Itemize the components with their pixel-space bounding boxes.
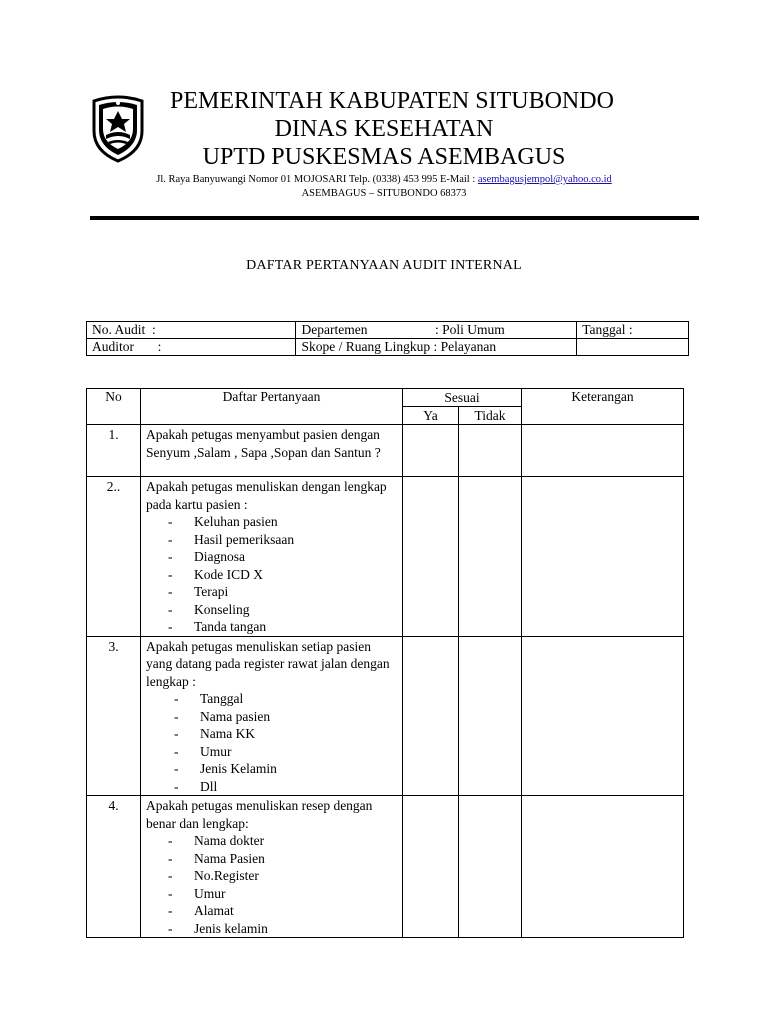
skope-cell: Skope / Ruang Lingkup : Pelayanan [296, 339, 577, 356]
keterangan-cell[interactable] [522, 425, 684, 477]
list-item [146, 778, 398, 796]
dash: - [174, 743, 179, 759]
list-item [146, 690, 398, 708]
question-cell [141, 636, 403, 796]
tanggal-cell: Tanggal : [577, 322, 689, 339]
dash: - [168, 619, 173, 634]
list-item [146, 920, 398, 938]
tidak-cell[interactable] [459, 425, 522, 477]
auditor-cell: Auditor : [87, 339, 296, 356]
no-audit-cell: No. Audit : [87, 322, 296, 339]
header-ya: Ya [403, 407, 459, 425]
table-header-row [87, 389, 684, 407]
item-text: Kode ICD X [194, 566, 263, 582]
list-item [146, 885, 398, 903]
departemen-cell: Departemen : Poli Umum [296, 322, 577, 339]
list-item [146, 566, 398, 584]
header-no: No [87, 389, 141, 425]
question-item-list [146, 513, 398, 636]
item-text: Hasil pemeriksaan [194, 531, 295, 547]
list-item [146, 708, 398, 726]
dash: - [174, 691, 179, 706]
list-item [146, 902, 398, 920]
dash: - [168, 850, 173, 866]
header-line-1: PEMERINTAH KABUPATEN SITUBONDO [170, 88, 614, 114]
list-item [146, 760, 398, 778]
item-text: Umur [200, 743, 232, 759]
item-text: Terapi [194, 584, 229, 599]
header-divider [90, 216, 699, 220]
list-item [146, 832, 398, 850]
item-text: Nama dokter [194, 833, 265, 848]
dash: - [168, 531, 173, 547]
list-item [146, 583, 398, 601]
question-item-list [146, 690, 398, 795]
item-text: Dll [200, 778, 218, 794]
keterangan-cell[interactable] [522, 477, 684, 637]
header-tidak: Tidak [459, 407, 522, 425]
address-line [0, 174, 768, 185]
item-text: Konseling [194, 601, 250, 617]
row-number: 2.. [87, 477, 141, 637]
email-link[interactable]: asembagusjempol@yahoo.co.id [477, 174, 612, 185]
item-text: Umur [194, 885, 226, 901]
dash: - [174, 708, 179, 724]
ya-cell[interactable] [403, 425, 459, 477]
audit-info-table [86, 321, 689, 356]
audit-question-table [86, 388, 684, 938]
question-item-list [146, 832, 398, 937]
table-row [87, 477, 684, 637]
tidak-cell[interactable] [459, 477, 522, 637]
table-row [87, 425, 684, 477]
item-text: Keluhan pasien [194, 514, 278, 529]
item-text: No.Register [194, 868, 259, 883]
question-cell [141, 796, 403, 938]
dash: - [174, 726, 179, 741]
header-sesuai: Sesuai [403, 389, 522, 407]
item-text: Diagnosa [194, 549, 245, 564]
item-text: Tanggal [200, 691, 244, 706]
list-item [146, 867, 398, 885]
header-line-3: UPTD PUSKESMAS ASEMBAGUS [202, 144, 566, 170]
question-text: Apakah petugas menyambut pasien dengan Senyum ,Salam , Sapa ,Sopan dan Santun ? [146, 427, 381, 460]
info-row [87, 322, 689, 339]
dash: - [168, 584, 173, 599]
dash: - [168, 920, 173, 936]
tidak-cell[interactable] [459, 796, 522, 938]
dash: - [168, 903, 173, 918]
list-item [146, 743, 398, 761]
list-item [146, 513, 398, 531]
list-item [146, 601, 398, 619]
dash: - [168, 868, 173, 883]
row-number: 1. [87, 425, 141, 477]
item-text: Alamat [194, 903, 234, 918]
info-row [87, 339, 689, 356]
header-pertanyaan: Daftar Pertanyaan [141, 389, 403, 425]
item-text: Nama pasien [200, 708, 271, 724]
ya-cell[interactable] [403, 477, 459, 637]
dash: - [174, 761, 179, 776]
dash: - [168, 833, 173, 848]
tidak-cell[interactable] [459, 636, 522, 796]
dash: - [168, 549, 173, 564]
address-line-2: ASEMBAGUS – SITUBONDO 68373 [301, 188, 467, 199]
document-title: DAFTAR PERTANYAAN AUDIT INTERNAL [246, 258, 522, 273]
table-row [87, 636, 684, 796]
item-text: Jenis kelamin [194, 920, 268, 936]
list-item [146, 618, 398, 636]
ya-cell[interactable] [403, 796, 459, 938]
header-line-2: DINAS KESEHATAN [274, 116, 494, 142]
question-text: Apakah petugas menuliskan resep dengan benar dan lengkap: [146, 798, 373, 831]
row-number: 3. [87, 636, 141, 796]
item-text: Tanda tangan [194, 619, 267, 634]
item-text: Nama Pasien [194, 850, 265, 866]
row-number: 4. [87, 796, 141, 938]
question-text: Apakah petugas menuliskan dengan lengkap pada kartu pasien : [146, 479, 387, 512]
ya-cell[interactable] [403, 636, 459, 796]
dash: - [168, 566, 173, 582]
dash: - [174, 778, 179, 794]
list-item [146, 548, 398, 566]
list-item [146, 850, 398, 868]
list-item [146, 531, 398, 549]
question-text: Apakah petugas menuliskan setiap pasien yang datang pada register rawat jalan dengan lengkap : [146, 638, 390, 689]
item-text: Jenis Kelamin [200, 761, 277, 776]
question-cell [141, 425, 403, 477]
question-cell [141, 477, 403, 637]
item-text: Nama KK [200, 726, 256, 741]
table-row [87, 796, 684, 938]
list-item [146, 725, 398, 743]
dash: - [168, 885, 173, 901]
header-keterangan: Keterangan [522, 389, 684, 425]
keterangan-cell[interactable] [522, 796, 684, 938]
keterangan-cell[interactable] [522, 636, 684, 796]
address-text: Jl. Raya Banyuwangi Nomor 01 MOJOSARI Telp. (0338) 453 995 E-Mail : [156, 174, 478, 185]
dash: - [168, 514, 173, 529]
empty-cell [577, 339, 689, 356]
dash: - [168, 601, 173, 617]
